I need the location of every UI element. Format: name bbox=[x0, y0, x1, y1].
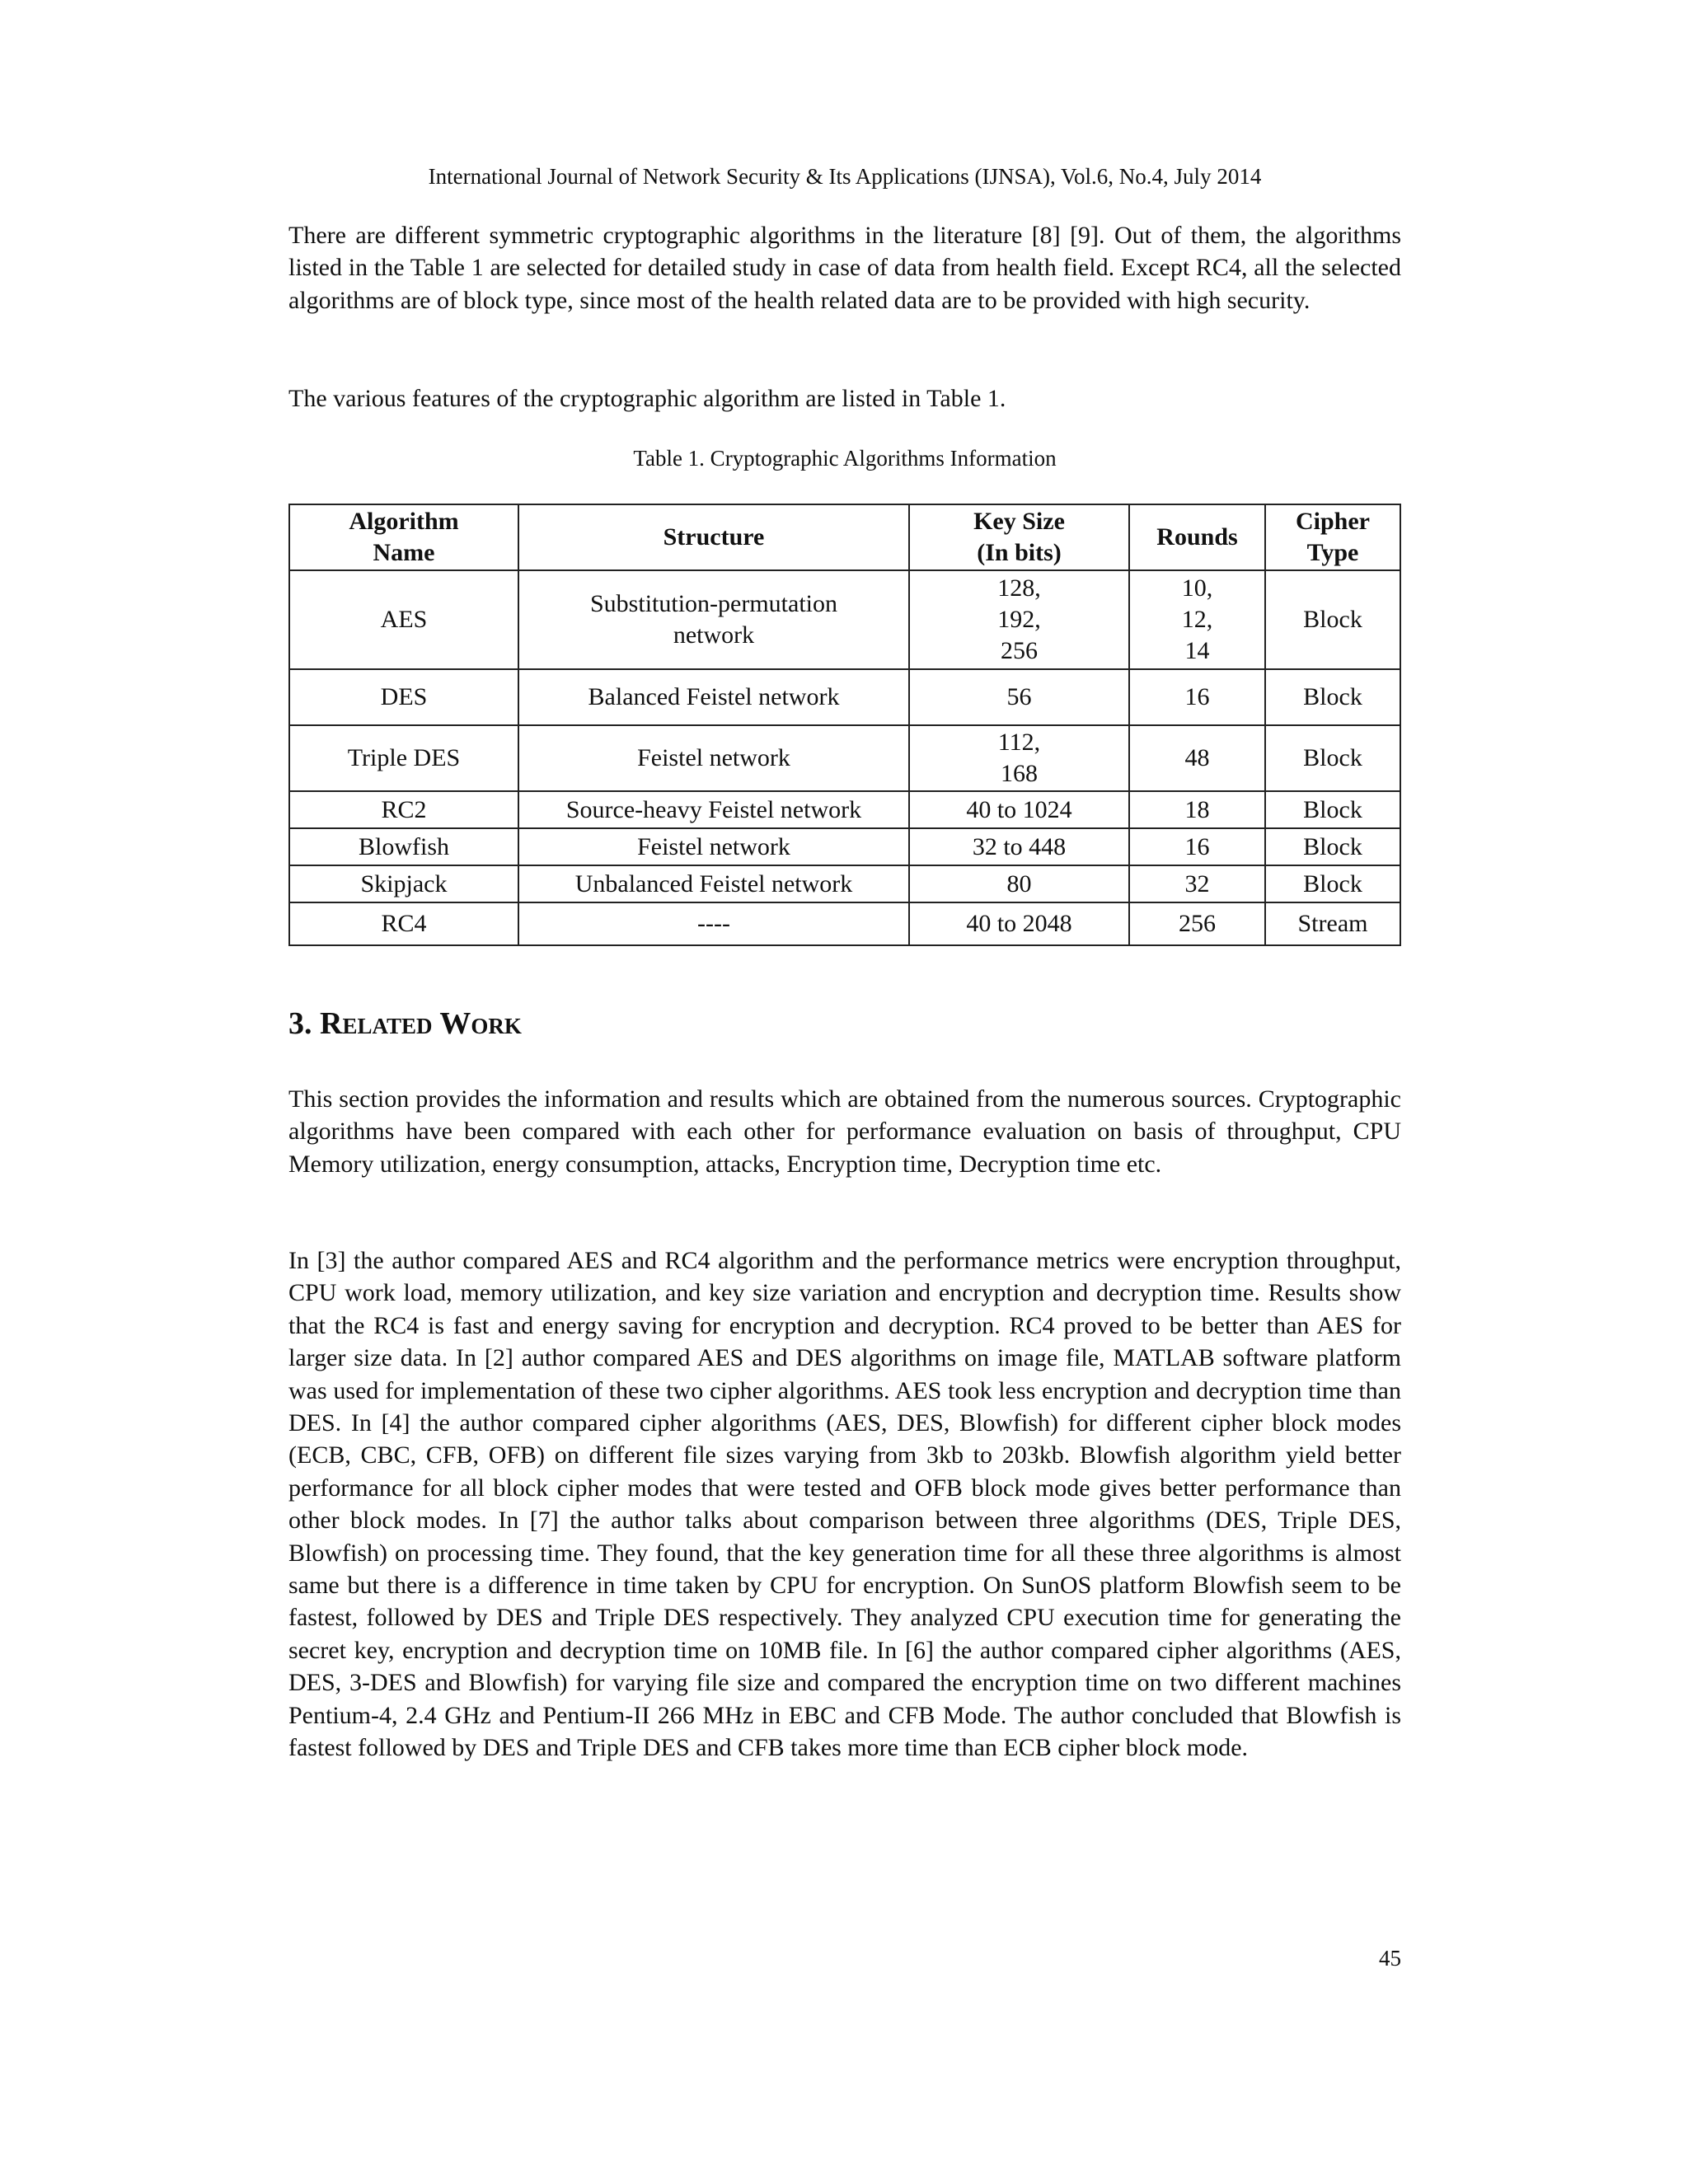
header-algorithm-name: Algorithm Name bbox=[289, 504, 518, 570]
related-work-paragraph-1: This section provides the information and results which are obtained from the numerous sources. Cryptographic algorithms have been compared with each other for performance evaluation on basis of throughput, CPU Memory utilization, energy consumption, attacks, Encryption time, Decryption time etc. bbox=[288, 1085, 1401, 1178]
cell-key-size: 40 to 1024 bbox=[909, 791, 1129, 828]
cell-structure: Feistel network bbox=[518, 725, 909, 791]
table-row bbox=[289, 791, 1400, 828]
cell-rounds: 32 bbox=[1129, 865, 1265, 902]
cell-rounds: 10, 12, 14 bbox=[1129, 570, 1265, 669]
cell-structure: Unbalanced Feistel network bbox=[518, 865, 909, 902]
page-number: 45 bbox=[1379, 1946, 1401, 1971]
cell-rounds: 16 bbox=[1129, 669, 1265, 725]
table-header-row bbox=[289, 504, 1400, 570]
related-work-paragraph-2: In [3] the author compared AES and RC4 algorithm and the performance metrics were encryption throughput, CPU work load, memory utilization, and key size variation and encryption and decryption time. Results show that the RC4 is fast and energy saving for encryption and decryption. RC4 proved to be better than AES for larger size data. In [2] author compared AES and DES algorithms on image file, MATLAB software platform was used for implementation of these two cipher algorithms. AES took less encryption and decryption time than DES. In [4] the author compared cipher algorithms (AES, DES, Blowfish) for different cipher block modes (ECB, CBC, CFB, OFB) on different file sizes varying from 3kb to 203kb. Blowfish algorithm yield better performance for all block cipher modes that were tested and OFB block mode gives better performance than other block modes. In [7] the author talks about comparison between three algorithms (DES, Triple DES, Blowfish) on processing time. They found, that the key generation time for all these three algorithms is almost same but there is a difference in time taken by CPU for encryption. On SunOS platform Blowfish seem to be fastest, followed by DES and Triple DES respectively. They analyzed CPU execution time for generating the secret key, encryption and decryption time on 10MB file. In [6] the author compared cipher algorithms (AES, DES, 3-DES and Blowfish) for varying file size and compared the encryption time on two different machines Pentium-4, 2.4 GHz and Pentium-II 266 MHz in EBC and CFB Mode. The author concluded that Blowfish is fastest followed by DES and Triple DES and CFB takes more time than ECB cipher block mode. bbox=[288, 1247, 1401, 1762]
cell-key-size: 56 bbox=[909, 669, 1129, 725]
cell-algorithm-name: RC4 bbox=[289, 902, 518, 945]
header-rounds: Rounds bbox=[1129, 504, 1265, 570]
header-structure: Structure bbox=[518, 504, 909, 570]
cell-key-size: 40 to 2048 bbox=[909, 902, 1129, 945]
table-caption: Table 1. Cryptographic Algorithms Information bbox=[633, 446, 1057, 471]
table-row bbox=[289, 725, 1400, 791]
section-heading: 3. Related Work bbox=[288, 1006, 522, 1041]
header-key-size: Key Size (In bits) bbox=[909, 504, 1129, 570]
cell-rounds: 256 bbox=[1129, 902, 1265, 945]
table-row bbox=[289, 828, 1400, 865]
paper-page bbox=[288, 0, 1401, 2184]
cell-algorithm-name: DES bbox=[289, 669, 518, 725]
cell-cipher-type: Block bbox=[1265, 791, 1400, 828]
algorithms-table bbox=[288, 504, 1401, 946]
cell-cipher-type: Block bbox=[1265, 828, 1400, 865]
cell-structure: Balanced Feistel network bbox=[518, 669, 909, 725]
cell-rounds: 16 bbox=[1129, 828, 1265, 865]
cell-cipher-type: Block bbox=[1265, 570, 1400, 669]
cell-key-size: 112, 168 bbox=[909, 725, 1129, 791]
cell-cipher-type: Stream bbox=[1265, 902, 1400, 945]
cell-algorithm-name: AES bbox=[289, 570, 518, 669]
cell-structure: ---- bbox=[518, 902, 909, 945]
features-paragraph: The various features of the cryptographic algorithm are listed in Table 1. bbox=[288, 385, 1006, 412]
running-header: International Journal of Network Security & Its Applications (IJNSA), Vol.6, No.4, July 2014 bbox=[428, 164, 1262, 189]
cell-cipher-type: Block bbox=[1265, 669, 1400, 725]
intro-paragraph: There are different symmetric cryptographic algorithms in the literature [8] [9]. Out of them, the algorithms listed in the Table 1 are selected for detailed study in case of data from health field. Except RC4, all the selected algorithms are of block type, since most of the health related data are to be provided with high security. bbox=[288, 222, 1401, 314]
cell-cipher-type: Block bbox=[1265, 865, 1400, 902]
cell-structure: Feistel network bbox=[518, 828, 909, 865]
cell-key-size: 128, 192, 256 bbox=[909, 570, 1129, 669]
cell-rounds: 48 bbox=[1129, 725, 1265, 791]
cell-algorithm-name: Triple DES bbox=[289, 725, 518, 791]
cell-cipher-type: Block bbox=[1265, 725, 1400, 791]
cell-key-size: 32 to 448 bbox=[909, 828, 1129, 865]
cell-structure: Substitution-permutation network bbox=[518, 570, 909, 669]
cell-rounds: 18 bbox=[1129, 791, 1265, 828]
table-row bbox=[289, 669, 1400, 725]
cell-algorithm-name: Blowfish bbox=[289, 828, 518, 865]
cell-key-size: 80 bbox=[909, 865, 1129, 902]
table-row bbox=[289, 902, 1400, 945]
cell-algorithm-name: Skipjack bbox=[289, 865, 518, 902]
table-row bbox=[289, 865, 1400, 902]
header-cipher-type: Cipher Type bbox=[1265, 504, 1400, 570]
cell-structure: Source-heavy Feistel network bbox=[518, 791, 909, 828]
table-row bbox=[289, 570, 1400, 669]
cell-algorithm-name: RC2 bbox=[289, 791, 518, 828]
